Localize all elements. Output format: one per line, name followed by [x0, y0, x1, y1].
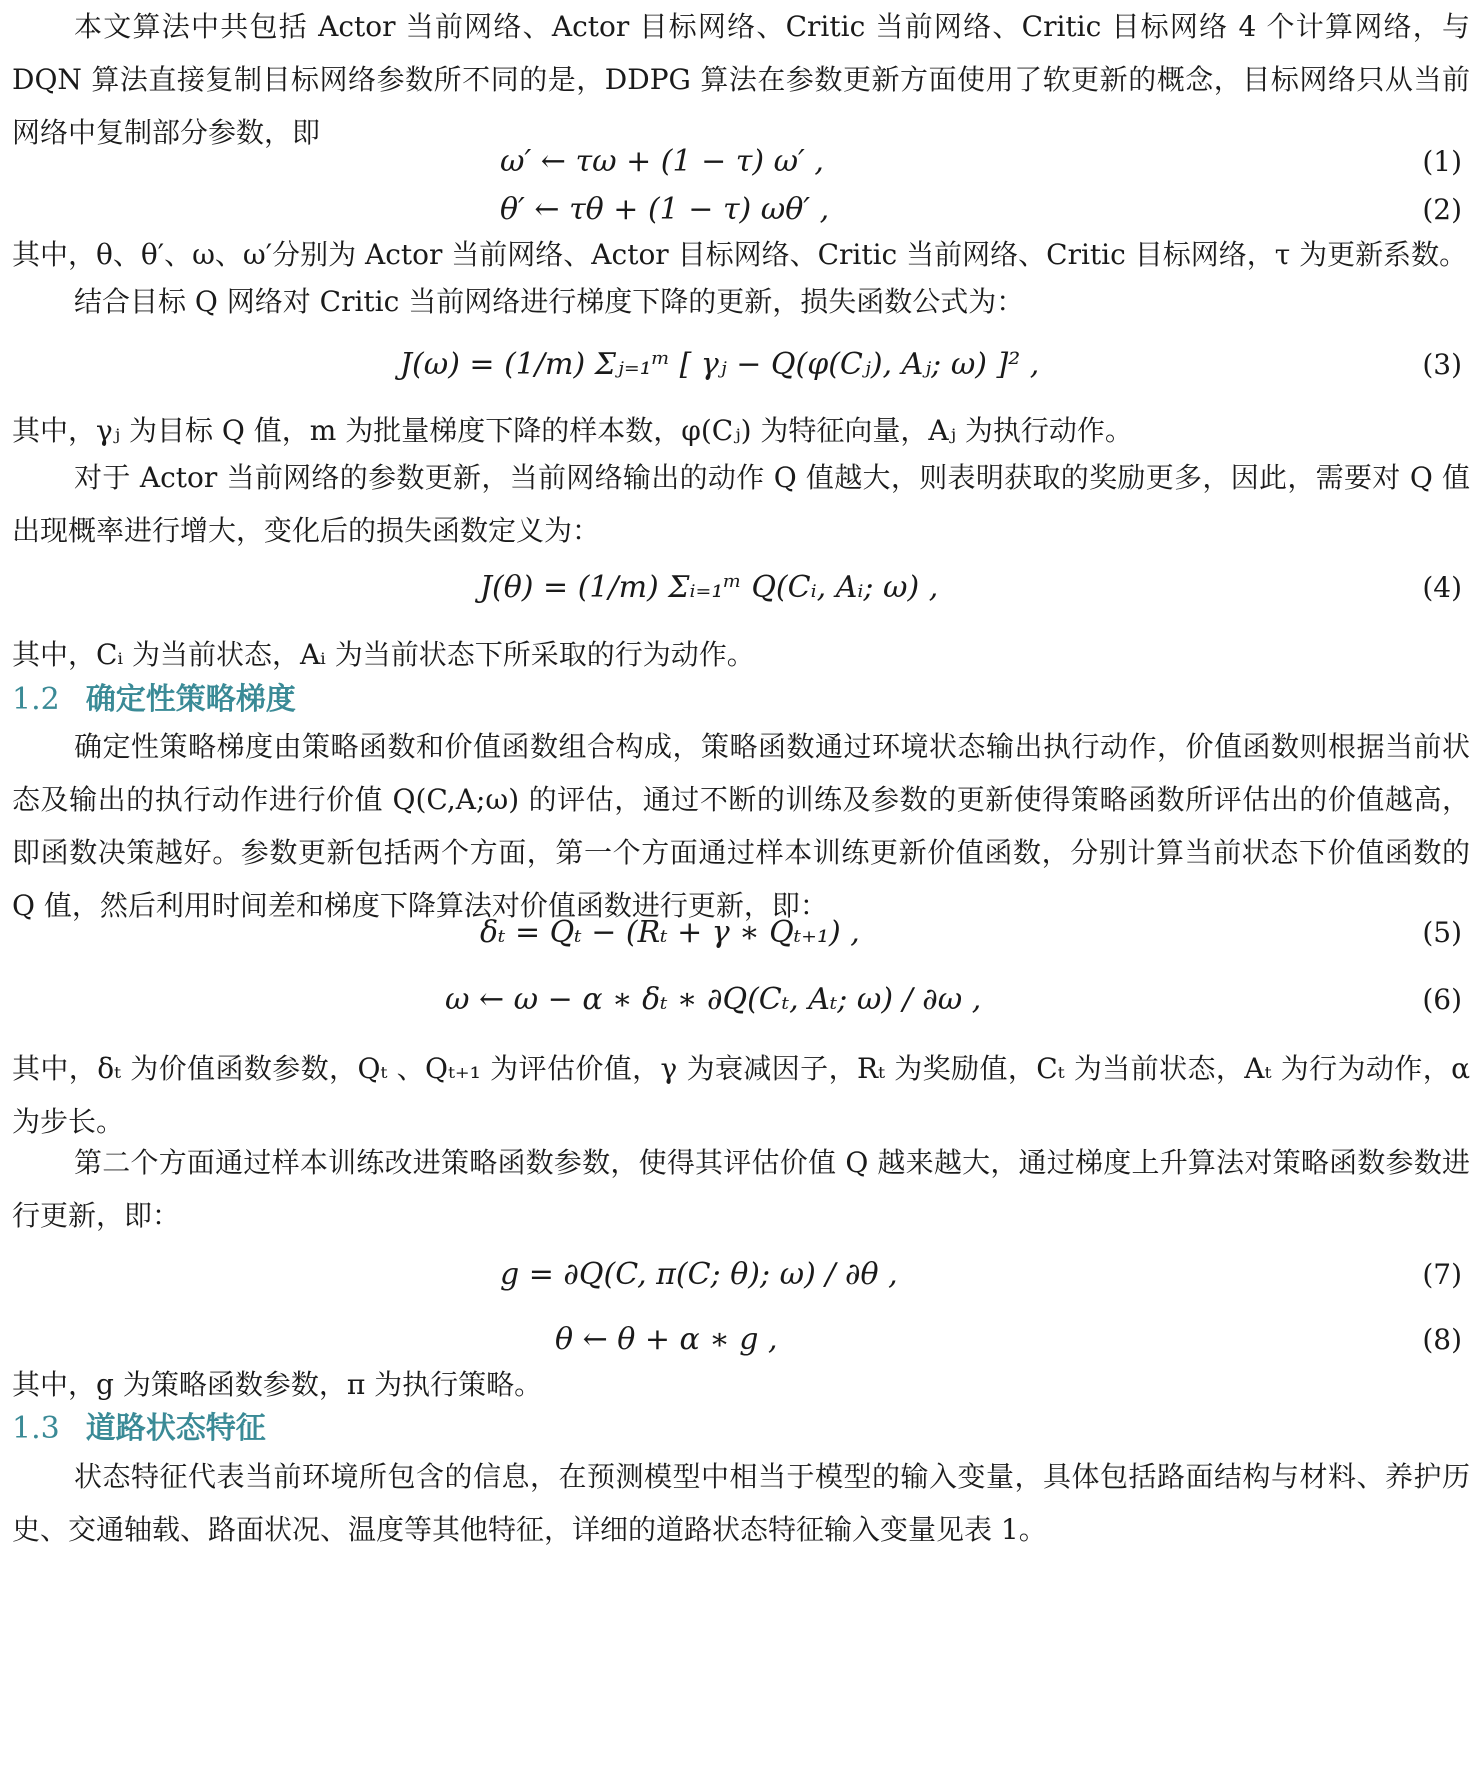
paragraph-road-state-features: 状态特征代表当前环境所包含的信息，在预测模型中相当于模型的输入变量，具体包括路面结构与材料、养护历史、交通轴载、路面状况、温度等其他特征，详细的道路状态特征输入变量见表 1。: [12, 1460, 1470, 1546]
equation-2-number: (2): [1422, 193, 1462, 226]
paragraph-actor-update: 对于 Actor 当前网络的参数更新，当前网络输出的动作 Q 值越大，则表明获取的奖励更多，因此，需要对 Q 值出现概率进行增大，变化后的损失函数定义为：: [12, 461, 1470, 547]
equation-8-body: θ ← θ + α ∗ g ,: [555, 1322, 778, 1357]
section-heading-1-2: [12, 676, 296, 724]
equation-7-number: (7): [1422, 1258, 1462, 1291]
equation-3: [0, 335, 1470, 395]
equation-7: [0, 1245, 1470, 1305]
paragraph-deterministic-policy-gradient: 确定性策略梯度由策略函数和价值函数组合构成，策略函数通过环境状态输出执行动作，价值函数则根据当前状态及输出的执行动作进行价值 Q(C,A;ω) 的评估，通过不断的训练及参数的更新使得策略函数所评估出的价值越高，即函数决策越好。参数更新包括两个方面，第一个方面通过样本训练更新价值函数，分别计算当前状态下价值函数的 Q 值，然后利用时间差和梯度下降算法对价值函数进行更新，即：: [12, 730, 1470, 922]
equation-6-body: ω ← ω − α ∗ δₜ ∗ ∂Q(Cₜ, Aₜ; ω) / ∂ω ,: [445, 982, 982, 1017]
section-title: 道路状态特征: [85, 1411, 266, 1446]
equation-3-number: (3): [1422, 348, 1462, 381]
paragraph-critic-loss-intro: 结合目标 Q 网络对 Critic 当前网络进行梯度下降的更新，损失函数公式为：: [74, 285, 1025, 318]
equation-4-body: J(θ) = (1/m) Σᵢ₌₁ᵐ Q(Cᵢ, Aᵢ; ω) ,: [480, 570, 939, 605]
paragraph-ddpg-soft-update: 本文算法中共包括 Actor 当前网络、Actor 目标网络、Critic 当前网络、Critic 目标网络 4 个计算网络，与 DQN 算法直接复制目标网络参数所不同的是，DDPG 算法在参数更新方面使用了软更新的概念，目标网络只从当前网络中复制部分参数，即: [12, 10, 1470, 149]
equation-6-number: (6): [1422, 983, 1462, 1016]
equation-4: [0, 558, 1470, 618]
paragraph-actor-loss-symbols: 其中，Cᵢ 为当前状态，Aᵢ 为当前状态下所采取的行为动作。: [12, 638, 755, 671]
equation-2-body: θ′ ← τθ + (1 − τ) ωθ′ ,: [500, 192, 830, 227]
equation-1-number: (1): [1422, 145, 1462, 178]
equation-7-body: g = ∂Q(C, π(C; θ); ω) / ∂θ ,: [500, 1257, 898, 1292]
paragraph-policy-update: 第二个方面通过样本训练改进策略函数参数，使得其评估价值 Q 越来越大，通过梯度上升算法对策略函数参数进行更新，即：: [12, 1146, 1470, 1232]
equation-6: [0, 970, 1470, 1030]
equation-5-body: δₜ = Qₜ − (Rₜ + γ ∗ Qₜ₊₁) ,: [480, 915, 860, 950]
equation-5: [0, 903, 1470, 963]
equation-4-number: (4): [1422, 571, 1462, 604]
section-number: 1.3: [12, 1411, 60, 1446]
section-number: 1.2: [12, 682, 60, 717]
paragraph-policy-symbols: 其中，g 为策略函数参数，π 为执行策略。: [12, 1368, 543, 1401]
paragraph-value-update-symbols: 其中，δₜ 为价值函数参数，Qₜ 、Qₜ₊₁ 为评估价值，γ 为衰减因子，Rₜ 为奖励值，Cₜ 为当前状态，Aₜ 为行为动作，α 为步长。: [12, 1052, 1470, 1138]
section-title: 确定性策略梯度: [85, 682, 296, 717]
equation-5-number: (5): [1422, 916, 1462, 949]
paragraph-symbol-definitions: 其中，θ、θ′、ω、ω′分别为 Actor 当前网络、Actor 目标网络、Critic 当前网络、Critic 目标网络，τ 为更新系数。: [12, 238, 1468, 271]
section-heading-1-3: [12, 1405, 266, 1453]
equation-8-number: (8): [1422, 1323, 1462, 1356]
equation-3-body: J(ω) = (1/m) Σⱼ₌₁ᵐ [ γⱼ − Q(φ(Cⱼ), Aⱼ; ω) ]² ,: [400, 347, 1040, 382]
paragraph-critic-loss-symbols: 其中，γⱼ 为目标 Q 值，m 为批量梯度下降的样本数，φ(Cⱼ) 为特征向量，Aⱼ 为执行动作。: [12, 414, 1133, 447]
equation-1-body: ω′ ← τω + (1 − τ) ω′ ,: [500, 144, 824, 179]
